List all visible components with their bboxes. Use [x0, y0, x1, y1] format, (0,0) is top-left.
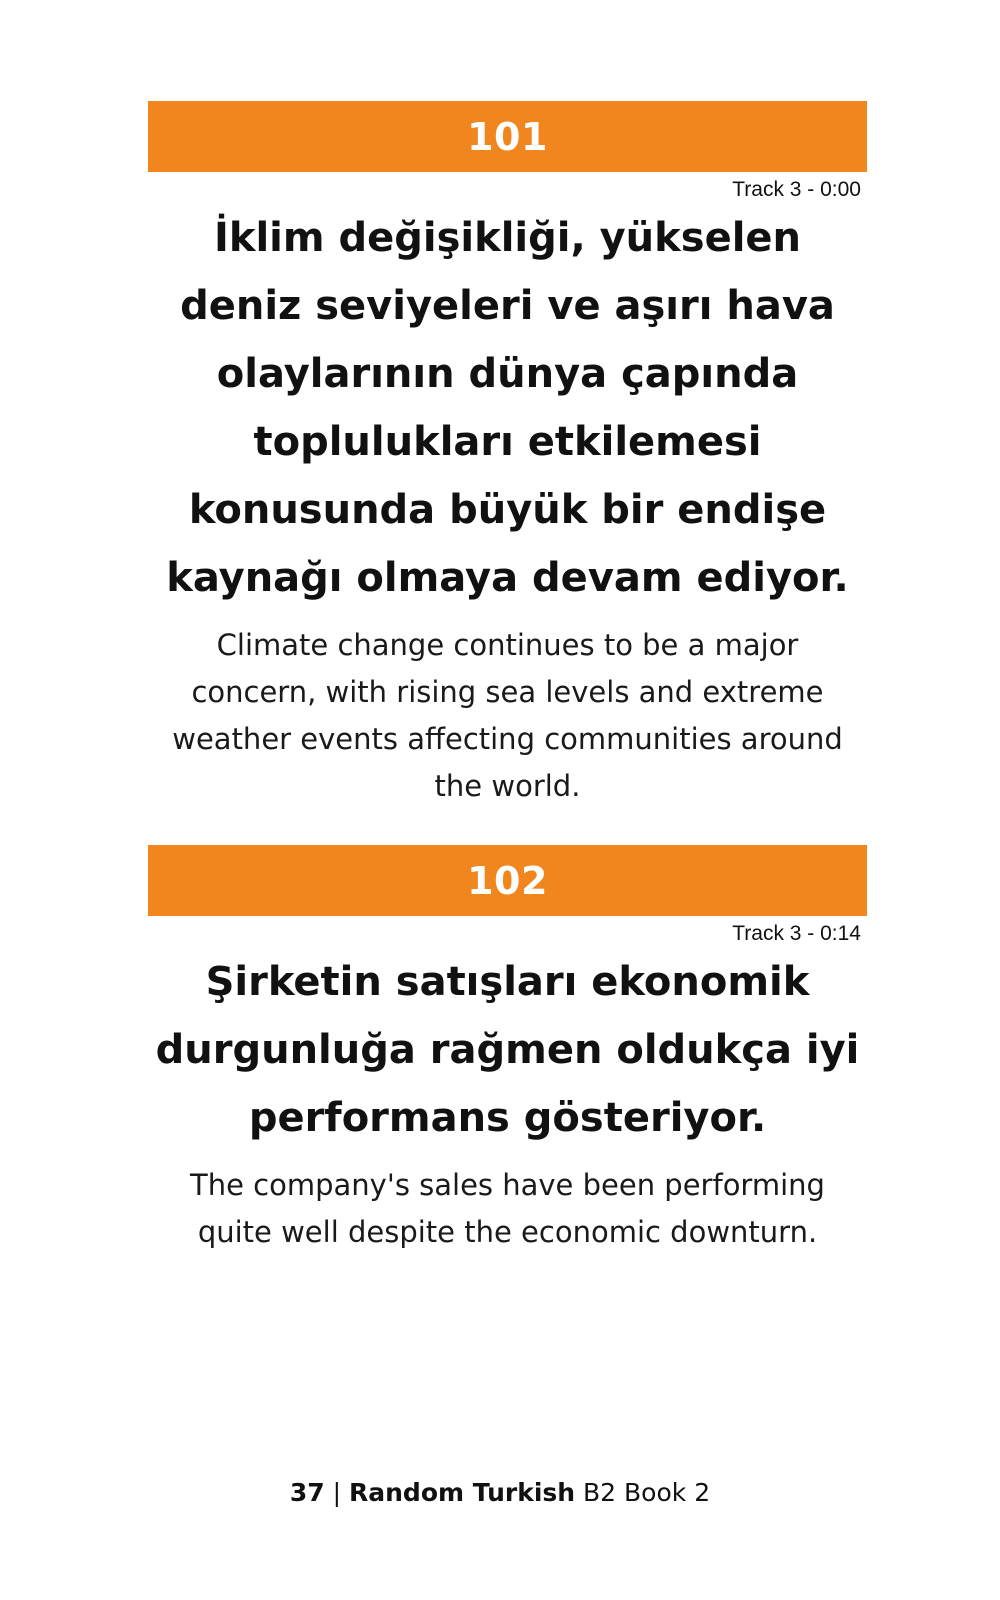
- sentence-entry: [148, 101, 867, 810]
- page-number: 37: [289, 1478, 325, 1507]
- entry-number: 101: [467, 114, 548, 159]
- entry-number-bar: [148, 101, 867, 172]
- entry-number: 102: [467, 858, 548, 903]
- english-translation: Climate change continues to be a major concern, with rising sea levels and extreme weather events affecting communities around the world.: [172, 628, 843, 803]
- audio-track-label: Track 3 - 0:14: [732, 922, 861, 945]
- entry-number-bar: [148, 845, 867, 916]
- audio-track-label: Track 3 - 0:00: [732, 178, 861, 201]
- english-translation: The company's sales have been performing quite well despite the economic downturn.: [190, 1168, 825, 1249]
- footer-separator: |: [332, 1478, 342, 1507]
- turkish-sentence: İklim değişikliği, yükselen deniz seviyeleri ve aşırı hava olaylarının dünya çapında toplulukları etkilemesi konusunda büyük bir endişe kaynağı olmaya devam ediyor.: [166, 215, 849, 601]
- page-footer: [0, 1478, 1000, 1507]
- sentence-entry: [148, 845, 867, 1256]
- footer-book-title: B2 Book 2: [583, 1478, 711, 1507]
- turkish-sentence: Şirketin satışları ekonomik durgunluğa rağmen oldukça iyi performans gösteriyor.: [155, 959, 860, 1141]
- footer-brand: Random Turkish: [349, 1478, 576, 1507]
